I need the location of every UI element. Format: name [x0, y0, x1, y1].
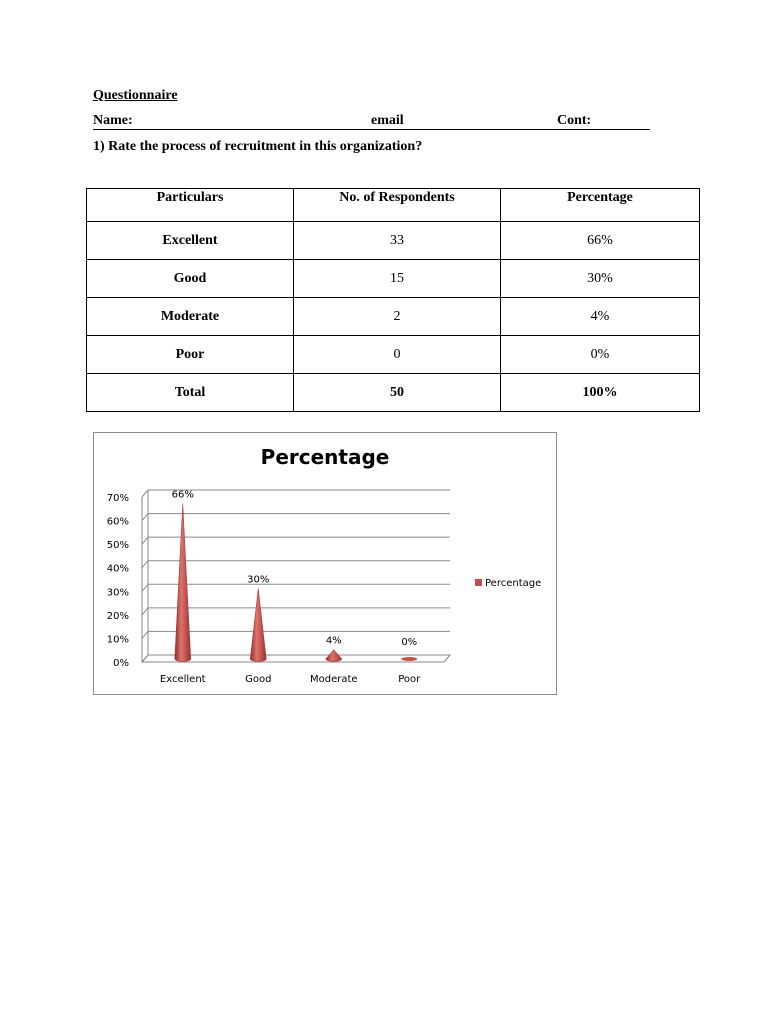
bar-excellent: [175, 503, 191, 661]
gridline-depth: [142, 631, 148, 638]
y-tick-label: 40%: [106, 563, 129, 575]
row-particular: Excellent: [87, 222, 294, 260]
y-axis-ticks: [107, 493, 129, 669]
table-header-row: [87, 189, 700, 222]
name-email-contact-line: [93, 113, 650, 130]
total-percentage: 100%: [501, 374, 700, 412]
chart-canvas: [94, 433, 558, 696]
row-particular: Moderate: [87, 298, 294, 336]
questionnaire-heading: Questionnaire: [93, 88, 178, 103]
table-total-row: [87, 374, 700, 412]
bar-good: [250, 588, 266, 661]
email-label: email: [371, 113, 404, 128]
category-label: Poor: [398, 674, 421, 685]
bar-poor: [401, 657, 417, 661]
y-tick-label: 0%: [113, 658, 129, 669]
chart-legend: [475, 578, 541, 589]
y-tick-label: 70%: [106, 493, 129, 504]
gridline-depth: [142, 514, 148, 521]
data-label: 30%: [247, 574, 270, 586]
y-tick-label: 10%: [106, 634, 129, 646]
row-percentage: 30%: [501, 260, 700, 298]
chart-title: Percentage: [260, 445, 390, 469]
row-percentage: 4%: [501, 298, 700, 336]
table-row: [87, 260, 700, 298]
row-particular: Poor: [87, 336, 294, 374]
y-tick-label: 30%: [106, 587, 129, 599]
chart-bars: [175, 503, 418, 661]
gridline-depth: [142, 537, 148, 544]
row-percentage: 66%: [501, 222, 700, 260]
row-respondents: 0: [294, 336, 501, 374]
row-percentage: 0%: [501, 336, 700, 374]
header-percentage: Percentage: [501, 189, 700, 222]
header-respondents: No. of Respondents: [294, 189, 501, 222]
y-tick-label: 60%: [106, 516, 129, 528]
legend-swatch: [475, 579, 482, 586]
name-label: Name:: [93, 113, 133, 128]
data-label: 4%: [325, 635, 342, 647]
legend-label: Percentage: [485, 578, 542, 589]
category-label: Moderate: [309, 674, 358, 685]
data-label: 66%: [171, 489, 194, 501]
percentage-chart: [93, 432, 557, 695]
question-text: 1) Rate the process of recruitment in this organization?: [93, 139, 423, 154]
row-respondents: 15: [294, 260, 501, 298]
gridline-depth: [142, 608, 148, 615]
total-label: Total: [87, 374, 294, 412]
gridline-depth: [142, 490, 148, 497]
row-respondents: 2: [294, 298, 501, 336]
y-tick-label: 20%: [106, 610, 129, 622]
x-axis-categories: [160, 674, 421, 685]
category-label: Good: [245, 674, 272, 685]
gridline-depth: [142, 561, 148, 568]
y-tick-label: 50%: [106, 540, 129, 552]
category-label: Excellent: [159, 674, 206, 685]
data-label: 0%: [401, 637, 418, 648]
responses-table: [86, 188, 700, 412]
row-respondents: 33: [294, 222, 501, 260]
bar-moderate: [326, 650, 342, 662]
contact-label: Cont:: [557, 113, 592, 128]
row-particular: Good: [87, 260, 294, 298]
table-row: [87, 222, 700, 260]
header-particulars: Particulars: [87, 189, 294, 222]
gridline-depth: [142, 584, 148, 591]
table-row: [87, 336, 700, 374]
total-respondents: 50: [294, 374, 501, 412]
table-row: [87, 298, 700, 336]
